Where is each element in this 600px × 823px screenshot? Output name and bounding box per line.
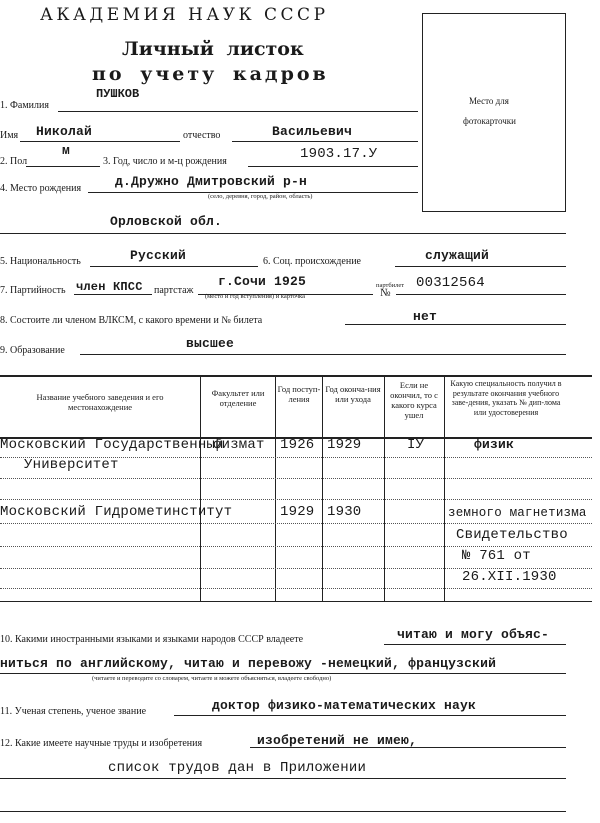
birthdate-line xyxy=(248,166,418,167)
works-label: 12. Какие имеете научные труды и изобретения xyxy=(0,738,203,749)
table-row-rule xyxy=(0,499,592,500)
origin-value: служащий xyxy=(425,248,490,263)
degree-line xyxy=(174,715,566,716)
vlksm-value: нет xyxy=(413,309,438,324)
party-exp-hint: (место и год вступления) и карточка xyxy=(205,293,305,300)
table-cell-school: Московский Гидрометинститут xyxy=(0,504,233,520)
works-value-2: список трудов дан в Приложении xyxy=(108,760,367,776)
table-header-end: Год оконча-ния или ухода xyxy=(325,384,381,404)
surname-label: 1. Фамилия xyxy=(0,100,49,111)
birthdate-value: 1903.17.У xyxy=(300,146,378,162)
form-title-line2: по учету кадров xyxy=(92,63,329,85)
sex-label: 2. Пол xyxy=(0,156,28,167)
table-cell-start: 1926 xyxy=(280,437,315,453)
table-header-course: Если не окончил, то с какого курса ушел xyxy=(390,380,438,420)
languages-line xyxy=(384,644,566,645)
languages-value-2: ниться по английскому, читаю и перевожу -немецкий, французский xyxy=(0,656,497,671)
degree-label: 11. Ученая степень, ученое звание xyxy=(0,706,147,717)
photo-box-label-2: фотокарточки xyxy=(463,116,516,126)
table-cell-end: 1930 xyxy=(327,504,362,520)
table-cell-spec: земного магнетизма xyxy=(448,506,587,520)
birthdate-label: 3. Год, число и м-ц рождения xyxy=(103,156,227,167)
party-line xyxy=(74,294,152,295)
table-cell-course: IУ xyxy=(407,437,425,453)
languages-value-1: читаю и могу объяс- xyxy=(397,627,550,642)
languages-label: 10. Какими иностранными языками и языками народов СССР владеете xyxy=(0,634,304,645)
sex-value: м xyxy=(62,143,71,158)
form-title-line1: Личный листок xyxy=(122,38,304,60)
surname-line xyxy=(58,111,418,112)
table-row-rule xyxy=(0,523,592,524)
table-row-rule xyxy=(0,478,592,479)
works-value-1: изобретений не имею, xyxy=(257,733,418,748)
works-line-3 xyxy=(0,811,566,812)
birthplace-value: д.Дружно Дмитровский р-н xyxy=(115,174,308,189)
name-line xyxy=(20,141,180,142)
card-line xyxy=(396,294,566,295)
party-exp-label: партстаж xyxy=(154,285,194,296)
degree-value: доктор физико-математических наук xyxy=(212,698,477,713)
patronymic-label: отчество xyxy=(183,130,221,141)
table-row-rule xyxy=(0,588,592,589)
vlksm-line xyxy=(345,324,566,325)
table-cell-spec: физик xyxy=(474,437,515,452)
photo-box-label-1: Место для xyxy=(469,96,509,106)
table-header-spec: Какую специальность получил в результате окончания учебного заве-дения, указать № дип-лома или удостоверения xyxy=(450,379,562,417)
patronymic-line xyxy=(232,141,418,142)
birthplace-hint: (село, деревня, город, район, область) xyxy=(208,193,313,200)
education-value: высшее xyxy=(186,336,235,351)
party-value: член КПСС xyxy=(76,280,143,294)
surname-value: ПУШКОВ xyxy=(96,87,140,101)
sex-line xyxy=(26,166,100,167)
table-header-school: Название учебного заведения и его местонахождение xyxy=(36,392,164,412)
birthplace-value-2: Орловской обл. xyxy=(110,214,223,229)
table-cell-spec: № 761 от xyxy=(462,548,531,564)
party-exp-value: г.Сочи 1925 xyxy=(218,274,307,289)
birthplace-label: 4. Место рождения xyxy=(0,183,82,194)
name-label: Имя xyxy=(0,130,19,141)
table-cell-school: Университет xyxy=(24,457,119,473)
nationality-line xyxy=(90,266,258,267)
academy-title: АКАДЕМИЯ НАУК СССР xyxy=(40,5,329,25)
origin-line xyxy=(395,266,566,267)
languages-line-2 xyxy=(0,673,566,674)
nationality-label: 5. Национальность xyxy=(0,256,81,267)
education-line xyxy=(80,354,566,355)
table-top-rule xyxy=(0,375,592,377)
party-label: 7. Партийность xyxy=(0,285,66,296)
table-cell-spec: Свидетельство xyxy=(456,527,568,543)
table-row-rule xyxy=(0,546,592,547)
table-cell-faculty: физмат xyxy=(213,437,265,453)
languages-hint: (читаете и переводите со словарем, читаете и можете объясняться, владеете свободно) xyxy=(92,675,332,682)
table-header-faculty: Факультет или отделение xyxy=(211,388,265,408)
table-cell-spec: 26.XII.1930 xyxy=(462,569,557,585)
nationality-value: Русский xyxy=(130,248,187,263)
works-line-2 xyxy=(0,778,566,779)
education-label: 9. Образование xyxy=(0,345,65,356)
patronymic-value: Васильевич xyxy=(272,124,353,139)
card-no-sign: № xyxy=(380,287,391,299)
table-cell-school: Московский Государственный xyxy=(0,437,224,453)
origin-label: 6. Соц. происхождение xyxy=(263,256,361,267)
card-value: 00312564 xyxy=(416,275,485,291)
vlksm-label: 8. Состоите ли членом ВЛКСМ, с какого времени и № билета xyxy=(0,315,263,326)
table-header-start: Год поступ-ления xyxy=(277,384,321,404)
birthplace-line-2 xyxy=(0,233,566,234)
table-cell-end: 1929 xyxy=(327,437,362,453)
table-cell-start: 1929 xyxy=(280,504,315,520)
name-value: Николай xyxy=(36,124,93,139)
card-label: партбилет xyxy=(376,282,405,289)
table-bottom-rule xyxy=(0,601,592,602)
photo-box xyxy=(422,13,566,212)
